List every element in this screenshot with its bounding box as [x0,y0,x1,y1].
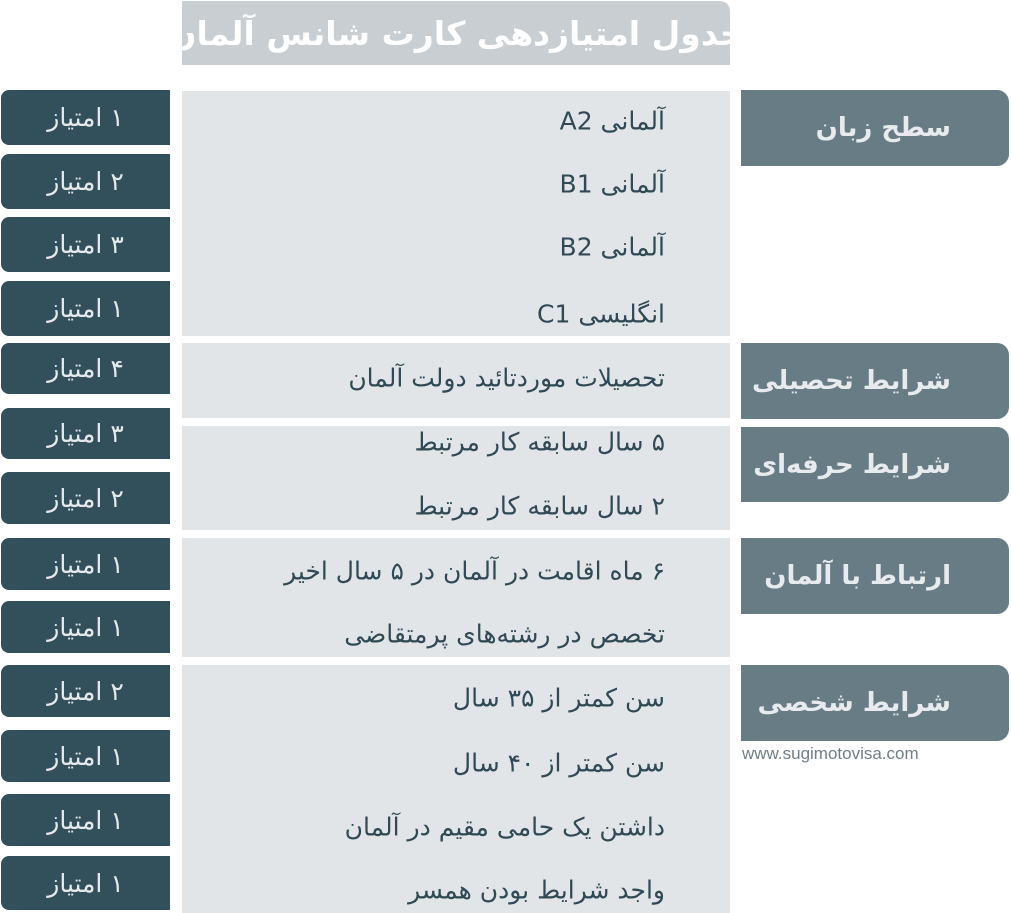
criterion-text: واجد شرایط بودن همسر [408,875,665,905]
page-title: جدول امتیازدهی کارت شانس آلمان [168,13,744,53]
points-badge: ۳ امتیاز [1,408,170,459]
points-badge: ۲ امتیاز [1,154,170,209]
category-personal: شرایط شخصی [741,665,1009,741]
points-badge: ۱ امتیاز [1,730,170,782]
criterion-text: ۶ ماه اقامت در آلمان در ۵ سال اخیر [284,556,665,586]
points-badge: ۲ امتیاز [1,472,170,524]
criterion-text: داشتن یک حامی مقیم در آلمان [344,812,665,842]
points-badge: ۱ امتیاز [1,856,170,910]
category-education: شرایط تحصیلی [741,343,1009,419]
criterion-text: آلمانی A2 [559,106,665,136]
points-badge: ۳ امتیاز [1,217,170,272]
points-badge: ۱ امتیاز [1,90,170,145]
criterion-text: انگلیسی C1 [537,299,665,329]
points-badge: ۱ امتیاز [1,281,170,336]
watermark: www.sugimotovisa.com [742,744,919,763]
points-badge: ۱ امتیاز [1,794,170,846]
criterion-text: سن کمتر از ۴۰ سال [452,748,665,778]
criterion-text: ۵ سال سابقه کار مرتبط [414,427,665,457]
criterion-text: آلمانی B1 [559,169,665,199]
criterion-text: تحصیلات موردتائید دولت آلمان [348,363,665,393]
points-badge: ۴ امتیاز [1,343,170,394]
points-badge: ۲ امتیاز [1,665,170,717]
criterion-text: آلمانی B2 [559,232,665,262]
criterion-text: تخصص در رشته‌های پرمتقاضی [344,619,665,649]
criterion-text: ۲ سال سابقه کار مرتبط [414,491,665,521]
points-badge: ۱ امتیاز [1,601,170,653]
category-professional: شرایط حرفه‌ای [741,427,1009,502]
category-germany-connection: ارتباط با آلمان [741,538,1009,614]
points-badge: ۱ امتیاز [1,538,170,590]
category-language: سطح زبان [741,90,1009,166]
criterion-text: سن کمتر از ۳۵ سال [452,683,665,713]
title-banner [168,1,744,65]
